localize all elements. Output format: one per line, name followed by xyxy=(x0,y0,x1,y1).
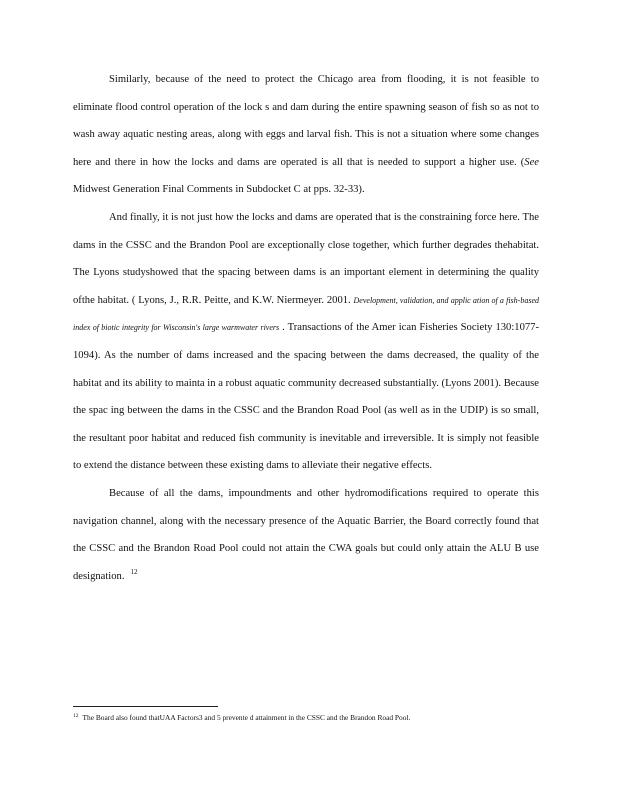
cited-article-title: Development, validation, and applic ation of a fish-based index of biotic integrity for Wisconsin's large warmwater rivers xyxy=(73,295,539,333)
footnote xyxy=(73,712,543,724)
footnote-reference[interactable]: 12 xyxy=(130,568,138,577)
footnote-marker: 12 xyxy=(73,712,79,719)
body-text xyxy=(73,66,539,590)
paragraph-because-text: Because of all the dams, impoundments and other hydromodifications required to operate this navigation channel, along with the necessary presence of the Aquatic Barrier, the Board correctly found that the CSSC and the Brandon Road Pool could not attain the CWA goals but could only attain the ALU B use designation. xyxy=(73,487,539,582)
paragraph-similarly-citation: Midwest Generation Final Comments in Subdocket C at pps. 32-33). xyxy=(73,184,365,196)
paragraph-similarly xyxy=(73,66,539,204)
paragraph-finally xyxy=(73,204,539,480)
paragraph-finally-text: And finally, it is not just how the locks and dams are operated that is the constraining force here. The dams in the CSSC and the Brandon Pool are exceptionally close together, which further degrades thehabitat. The Lyons studyshowed that the spacing between dams is an important element in determining the quality ofthe habitat. ( Lyons, J., R.R. Peitte, and K.W. Niermeyer. 2001. xyxy=(73,211,539,306)
paragraph-similarly-text: Similarly, because of the need to protect the Chicago area from flooding, it is not feasible to eliminate flood control operation of the lock s and dam during the entire spawning season of fish so as not to wash away aquatic nesting areas, along with eggs and larval fish. This is not a situation where some changes here and there in how the locks and dams are operated is all that is needed to support a higher use. ( xyxy=(73,74,539,168)
footnote-divider xyxy=(73,706,218,707)
paragraph-because xyxy=(73,480,539,590)
footnote-text: The Board also found thatUAA Factors3 and 5 prevente d attainment in the CSSC and the Brandon Road Pool. xyxy=(82,713,411,722)
paragraph-finally-continued: . Transactions of the Amer ican Fisheries Society 130:1077-1094). As the number of dams increased and the spacing between the dams decreased, the quality of the habitat and its ability to mainta in a robust aquatic community decreased substantially. (Lyons 2001). Because the spac ing between the dams in the CSSC and the Brandon Road Pool (as well as in the UDIP) is so small, the resultant poor habitat and reduced fish community is inevitable and irreversible. It is simply not feasible to extend the distance between these existing dams to alleviate their negative effects. xyxy=(73,322,539,472)
see-signal: See xyxy=(524,156,539,168)
